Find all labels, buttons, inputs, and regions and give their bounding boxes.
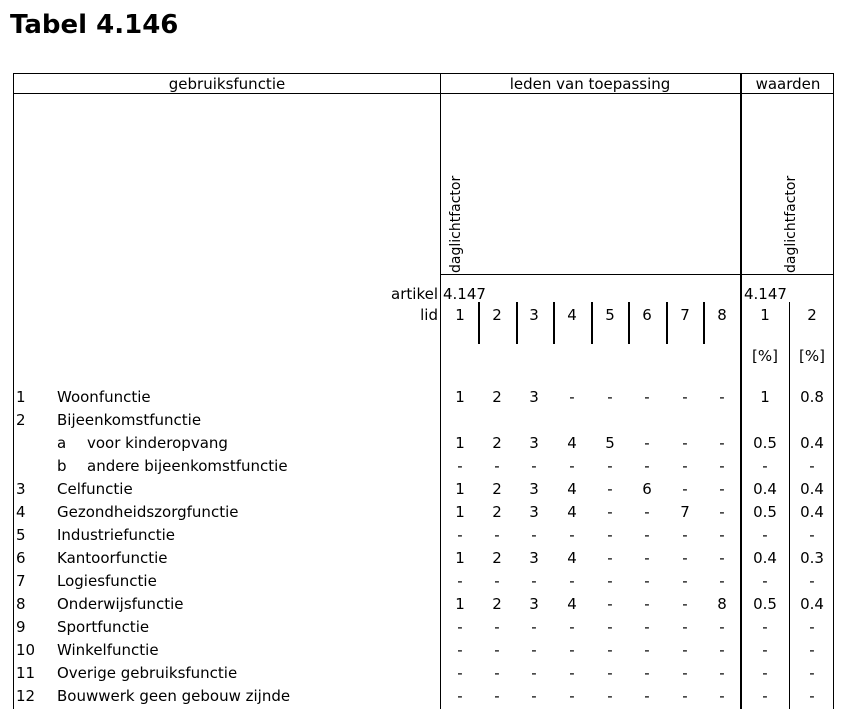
lid-number: 8: [717, 306, 727, 324]
waarde-cell: -: [809, 664, 815, 682]
artikel-rule: [440, 274, 834, 275]
table-cell: -: [531, 664, 537, 682]
lid-number: 7: [680, 306, 690, 324]
table-cell: -: [607, 641, 613, 659]
table-cell: -: [682, 526, 688, 544]
table-cell: -: [569, 526, 575, 544]
lid-number: 3: [529, 306, 539, 324]
table-cell: -: [607, 457, 613, 475]
table-cell: 1: [455, 595, 465, 613]
lid-number: 2: [492, 306, 502, 324]
table-cell: -: [682, 664, 688, 682]
unit-label: [%]: [752, 347, 778, 365]
table-cell: -: [644, 687, 650, 705]
table-cell: -: [719, 618, 725, 636]
row-sub-letter: b: [57, 457, 67, 475]
table-cell: -: [644, 641, 650, 659]
row-number: 8: [16, 595, 26, 613]
table-cell: -: [457, 641, 463, 659]
table-cell: 2: [492, 503, 502, 521]
table-cell: -: [494, 664, 500, 682]
table-cell: 4: [567, 549, 577, 567]
row-label: Woonfunctie: [57, 388, 151, 406]
table-cell: -: [569, 641, 575, 659]
lid-label: lid: [420, 306, 438, 324]
table-cell: -: [457, 618, 463, 636]
table-cell: -: [457, 572, 463, 590]
table-cell: 2: [492, 549, 502, 567]
waarde-cell: -: [762, 618, 768, 636]
table-cell: 3: [529, 388, 539, 406]
table-cell: -: [531, 526, 537, 544]
row-label: Bijeenkomstfunctie: [57, 411, 202, 429]
table-cell: -: [644, 388, 650, 406]
table-cell: -: [719, 434, 725, 452]
waarde-cell: 0.4: [800, 595, 824, 613]
table-cell: -: [531, 641, 537, 659]
table-cell: -: [569, 572, 575, 590]
table-cell: -: [531, 618, 537, 636]
lid-separator: [703, 302, 705, 344]
table-cell: 2: [492, 388, 502, 406]
table-cell: -: [682, 457, 688, 475]
table-cell: -: [719, 526, 725, 544]
table-cell: -: [719, 641, 725, 659]
table-cell: -: [607, 618, 613, 636]
table-cell: -: [682, 572, 688, 590]
row-number: 3: [16, 480, 26, 498]
table-cell: -: [494, 457, 500, 475]
table-cell: -: [644, 526, 650, 544]
table-cell: -: [607, 664, 613, 682]
table-cell: -: [607, 503, 613, 521]
row-label: andere bijeenkomstfunctie: [87, 457, 288, 475]
waarde-cell: 0.4: [753, 549, 777, 567]
waarde-cell: -: [762, 687, 768, 705]
table-cell: 3: [529, 595, 539, 613]
table-cell: -: [719, 664, 725, 682]
table-cell: -: [607, 526, 613, 544]
table-cell: -: [682, 480, 688, 498]
row-number: 12: [16, 687, 36, 705]
row-label: Celfunctie: [57, 480, 133, 498]
table-cell: -: [719, 572, 725, 590]
table-cell: -: [644, 434, 650, 452]
lid-separator: [666, 302, 668, 344]
table-cell: 3: [529, 549, 539, 567]
rotated-daglichtfactor-waarden: daglichtfactor: [783, 175, 799, 273]
row-label: Kantoorfunctie: [57, 549, 168, 567]
table-cell: -: [644, 549, 650, 567]
table-cell: -: [719, 687, 725, 705]
row-number: 11: [16, 664, 36, 682]
waarde-cell: 1: [760, 388, 770, 406]
waarde-cell: 0.5: [753, 595, 777, 613]
table-cell: -: [719, 549, 725, 567]
waarde-cell: 0.4: [753, 480, 777, 498]
table-cell: -: [457, 457, 463, 475]
table-cell: -: [644, 503, 650, 521]
row-number: 2: [16, 411, 26, 429]
lid-number: 5: [605, 306, 615, 324]
table-cell: -: [569, 664, 575, 682]
waarde-cell: 0.4: [800, 480, 824, 498]
table-cell: -: [494, 618, 500, 636]
waarde-cell: -: [809, 641, 815, 659]
table-cell: -: [531, 687, 537, 705]
row-sub-letter: a: [57, 434, 67, 452]
table-cell: 4: [567, 434, 577, 452]
divider-waarden-cols: [789, 302, 790, 709]
rotated-daglichtfactor-leden: daglichtfactor: [448, 175, 464, 273]
header-gebruiksfunctie: gebruiksfunctie: [168, 75, 286, 93]
table-cell: 4: [567, 595, 577, 613]
waarde-cell: -: [809, 526, 815, 544]
waarden-number: 2: [807, 306, 817, 324]
table-cell: -: [457, 664, 463, 682]
artikel-label: artikel: [391, 285, 438, 303]
row-number: 1: [16, 388, 26, 406]
table-cell: -: [457, 687, 463, 705]
waarden-number: 1: [760, 306, 770, 324]
table-cell: -: [682, 549, 688, 567]
table-cell: -: [607, 388, 613, 406]
table-cell: -: [682, 595, 688, 613]
table-cell: 3: [529, 503, 539, 521]
table-cell: 4: [567, 503, 577, 521]
table-cell: 1: [455, 434, 465, 452]
waarde-cell: 0.4: [800, 503, 824, 521]
table-cell: 5: [605, 434, 615, 452]
waarde-cell: 0.5: [753, 434, 777, 452]
table-cell: -: [607, 549, 613, 567]
table-cell: -: [719, 503, 725, 521]
table-cell: -: [719, 388, 725, 406]
unit-label: [%]: [799, 347, 825, 365]
table-cell: 2: [492, 434, 502, 452]
table-cell: 4: [567, 480, 577, 498]
table-cell: -: [682, 641, 688, 659]
header-waarden: waarden: [755, 75, 821, 93]
header-rule: [13, 93, 834, 94]
table-cell: -: [607, 595, 613, 613]
waarde-cell: -: [762, 664, 768, 682]
lid-separator: [516, 302, 518, 344]
table-cell: 2: [492, 480, 502, 498]
table-cell: -: [457, 526, 463, 544]
waarde-cell: -: [809, 618, 815, 636]
waarde-cell: 0.5: [753, 503, 777, 521]
table-cell: -: [494, 641, 500, 659]
table-cell: 2: [492, 595, 502, 613]
lid-separator: [591, 302, 593, 344]
lid-separator: [478, 302, 480, 344]
waarde-cell: 0.3: [800, 549, 824, 567]
table-cell: -: [494, 572, 500, 590]
waarde-cell: 0.4: [800, 434, 824, 452]
table-cell: 1: [455, 480, 465, 498]
table-title: Tabel 4.146: [10, 10, 179, 40]
artikel-waarden-value: 4.147: [744, 285, 787, 303]
table-cell: -: [569, 457, 575, 475]
table-cell: -: [644, 457, 650, 475]
divider-waarden: [740, 73, 742, 709]
lid-number: 4: [567, 306, 577, 324]
table-cell: -: [644, 595, 650, 613]
divider-gebruiksfunctie: [440, 73, 441, 709]
table-cell: 7: [680, 503, 690, 521]
table-cell: 1: [455, 549, 465, 567]
table-cell: -: [569, 687, 575, 705]
row-number: 7: [16, 572, 26, 590]
row-label: Bouwwerk geen gebouw zijnde: [57, 687, 291, 705]
table-cell: -: [719, 480, 725, 498]
table-cell: -: [531, 457, 537, 475]
header-leden-van-toepassing: leden van toepassing: [509, 75, 671, 93]
waarde-cell: -: [762, 641, 768, 659]
row-label: Onderwijsfunctie: [57, 595, 184, 613]
lid-number: 6: [642, 306, 652, 324]
table-cell: -: [569, 388, 575, 406]
table-cell: -: [607, 572, 613, 590]
row-label: Logiesfunctie: [57, 572, 157, 590]
waarde-cell: -: [762, 572, 768, 590]
table-cell: -: [682, 618, 688, 636]
row-number: 5: [16, 526, 26, 544]
waarde-cell: -: [809, 457, 815, 475]
waarde-cell: -: [762, 526, 768, 544]
waarde-cell: -: [809, 687, 815, 705]
row-label: Industriefunctie: [57, 526, 176, 544]
row-label: Gezondheidszorgfunctie: [57, 503, 239, 521]
table-cell: 3: [529, 434, 539, 452]
row-label: voor kinderopvang: [87, 434, 228, 452]
waarde-cell: -: [762, 457, 768, 475]
lid-separator: [628, 302, 630, 344]
table-cell: -: [644, 618, 650, 636]
row-number: 9: [16, 618, 26, 636]
row-number: 6: [16, 549, 26, 567]
lid-separator: [553, 302, 555, 344]
table-cell: -: [682, 388, 688, 406]
lid-number: 1: [455, 306, 465, 324]
waarde-cell: 0.8: [800, 388, 824, 406]
row-label: Overige gebruiksfunctie: [57, 664, 238, 682]
table-cell: -: [682, 687, 688, 705]
table-cell: -: [644, 664, 650, 682]
table-cell: -: [569, 618, 575, 636]
row-label: Winkelfunctie: [57, 641, 159, 659]
table-cell: 1: [455, 503, 465, 521]
table-cell: -: [607, 687, 613, 705]
row-label: Sportfunctie: [57, 618, 150, 636]
table-cell: 1: [455, 388, 465, 406]
table-cell: -: [607, 480, 613, 498]
waarde-cell: -: [809, 572, 815, 590]
table-cell: 6: [642, 480, 652, 498]
table-cell: 8: [717, 595, 727, 613]
table-cell: -: [531, 572, 537, 590]
table-cell: -: [719, 457, 725, 475]
row-number: 10: [16, 641, 36, 659]
table-cell: -: [682, 434, 688, 452]
table-cell: -: [494, 526, 500, 544]
table-cell: -: [644, 572, 650, 590]
table-cell: -: [494, 687, 500, 705]
table-cell: 3: [529, 480, 539, 498]
row-number: 4: [16, 503, 26, 521]
artikel-leden-value: 4.147: [443, 285, 486, 303]
